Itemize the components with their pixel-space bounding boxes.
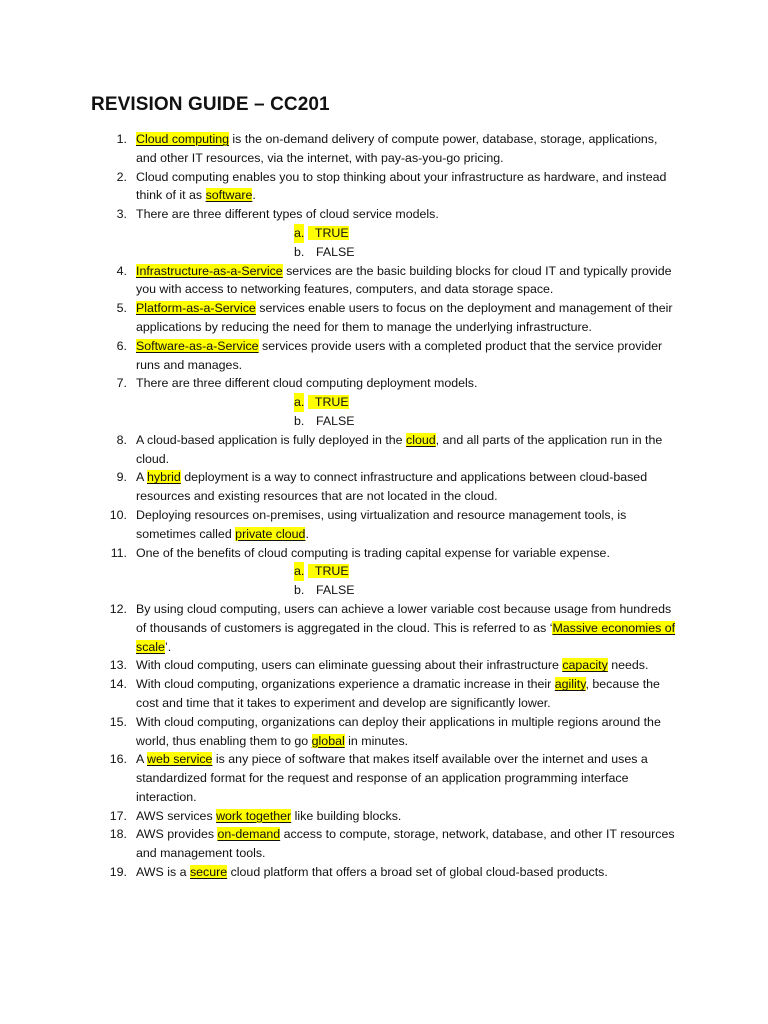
item-text [136, 170, 666, 203]
option-letter: b. [294, 244, 305, 259]
list-item [0, 130, 768, 168]
item-number: 18. [109, 827, 127, 842]
answer-options [136, 393, 680, 431]
option-letter: a. [294, 562, 304, 581]
item-text [136, 752, 648, 804]
highlighted-term: global [311, 733, 345, 748]
option-text: FALSE [316, 583, 355, 598]
item-text-segment: deployment is a way to connect infrastructure and applications between cloud-based resources and existing resources that are not located in the cloud. [136, 470, 648, 504]
item-text-segment: services enable users to focus on the deployment and management of their applications by reducing the need for them to manage the underlying infrastructure. [136, 301, 673, 334]
item-text-segment: With cloud computing, organizations can deploy their applications in multiple regions around the world, thus enabling them to go [136, 714, 661, 748]
highlighted-term: agility [554, 677, 586, 692]
list-item [0, 713, 768, 751]
item-text-segment: ’. [164, 639, 172, 654]
list-item [0, 807, 768, 826]
item-text [136, 301, 673, 334]
item-number: 6. [116, 338, 127, 353]
item-text-segment: , because the cost and time that it takes to experiment and develop are significantly lower. [136, 677, 660, 710]
item-number: 3. [116, 207, 127, 222]
item-text [136, 433, 662, 466]
item-text-segment: Cloud computing enables you to stop thinking about your infrastructure as hardware, and instead think of it as [136, 169, 667, 203]
question-list [0, 130, 768, 882]
highlighted-term: capacity [562, 658, 608, 673]
item-text-segment: cloud platform that offers a broad set of global cloud-based products. [227, 865, 608, 880]
highlighted-term: Cloud computing [136, 132, 229, 146]
item-number: 16. [109, 752, 127, 767]
item-text-segment: A cloud-based application is fully deployed in the [136, 432, 407, 447]
item-text [136, 264, 672, 297]
highlighted-term: private cloud [235, 526, 306, 541]
item-number: 17. [109, 808, 127, 823]
item-number: 12. [109, 601, 127, 616]
item-text [136, 715, 661, 748]
option-letter: b. [294, 413, 305, 428]
list-item [0, 825, 768, 863]
list-item [0, 544, 768, 600]
list-item [0, 262, 768, 300]
list-item [0, 600, 768, 656]
list-item [0, 506, 768, 544]
item-number: 13. [109, 658, 127, 673]
answer-options [136, 562, 680, 600]
item-number: 1. [116, 132, 127, 146]
option-letter: a. [294, 224, 304, 243]
option-text-highlighted: TRUE [308, 395, 349, 410]
item-text-segment: is any piece of software that makes itself available over the internet and uses a standardized format for the request and response of an application programming interface interaction. [136, 752, 648, 804]
highlighted-term: cloud [406, 432, 436, 447]
answer-option [136, 224, 680, 243]
option-text-highlighted: TRUE [308, 225, 349, 240]
list-item [0, 168, 768, 206]
item-number: 4. [116, 263, 127, 278]
highlighted-term: on-demand [217, 827, 281, 842]
answer-option [136, 412, 680, 431]
answer-option [136, 393, 680, 412]
highlighted-term: Infrastructure-as-a-Service [136, 263, 283, 278]
item-text [136, 376, 477, 390]
option-letter: b. [294, 583, 305, 598]
item-text-segment: is the on-demand delivery of compute power, database, storage, applications, and other IT resources, via the internet, with pay-as-you-go pricing. [136, 132, 658, 165]
highlighted-term: Massive economies of scale [136, 620, 676, 654]
item-text [136, 470, 647, 503]
item-number: 14. [109, 677, 127, 692]
item-text-segment: One of the benefits of cloud computing is trading capital expense for variable expense. [136, 545, 610, 560]
item-text [136, 207, 439, 221]
item-text-segment: Deploying resources on-premises, using virtualization and resource management tools, is sometimes called [136, 507, 627, 541]
item-text-segment: By using cloud computing, users can achieve a lower variable cost because usage from hundreds of thousands of customers is aggregated in the cloud. This is referred to as ‘ [136, 601, 672, 635]
highlighted-term: Platform-as-a-Service [136, 301, 256, 316]
item-text-segment: , and all parts of the application run in the cloud. [136, 432, 663, 466]
item-text-segment: AWS provides [136, 827, 218, 842]
highlighted-term: web service [147, 752, 213, 767]
item-number: 11. [110, 545, 127, 560]
item-text-segment: in minutes. [344, 733, 409, 748]
item-number: 5. [116, 301, 127, 316]
item-text [136, 602, 675, 654]
item-text [136, 865, 608, 879]
item-number: 7. [116, 376, 127, 391]
item-text-segment: A [136, 752, 148, 767]
highlighted-term: Software-as-a-Service [136, 338, 259, 353]
item-text [136, 827, 675, 860]
item-text [136, 677, 660, 710]
highlighted-term: secure [189, 865, 228, 880]
list-item [0, 205, 768, 261]
item-text-segment: . [252, 188, 256, 203]
item-text-segment: . [305, 526, 309, 541]
list-item [0, 863, 768, 882]
option-text: FALSE [316, 244, 355, 259]
item-number: 10. [109, 507, 127, 522]
item-text-segment: like building blocks. [291, 808, 402, 823]
item-text-segment: With cloud computing, users can eliminate guessing about their infrastructure [136, 658, 563, 673]
item-number: 2. [116, 169, 127, 184]
item-text [136, 339, 662, 372]
highlighted-term: hybrid [147, 470, 181, 485]
list-item [0, 675, 768, 713]
item-text-segment: services are the basic building blocks for cloud IT and typically provide you with access to networking features, computers, and data storage space. [136, 263, 672, 297]
item-number: 8. [116, 432, 127, 447]
list-item [0, 337, 768, 375]
item-text-segment: With cloud computing, organizations experience a dramatic increase in their [136, 677, 555, 692]
item-text-segment: A [136, 470, 148, 485]
answer-option [136, 243, 680, 262]
list-item [0, 299, 768, 337]
list-item [0, 750, 768, 806]
item-text-segment: AWS is a [136, 865, 190, 880]
item-text [136, 508, 626, 541]
answer-options [136, 224, 680, 262]
item-number: 9. [116, 470, 127, 485]
item-text [136, 132, 657, 165]
item-number: 19. [109, 865, 127, 880]
item-text [136, 658, 648, 672]
highlighted-term: work together [216, 808, 292, 823]
answer-option [136, 562, 680, 581]
list-item [0, 431, 768, 469]
page-title: REVISION GUIDE – CC201 [91, 94, 330, 115]
item-text-segment: access to compute, storage, network, database, and other IT resources and management tools. [136, 827, 675, 861]
list-item [0, 468, 768, 506]
option-text-highlighted: TRUE [308, 564, 349, 579]
item-text-segment: services provide users with a completed product that the service provider runs and manages. [136, 338, 663, 372]
item-text-segment: needs. [607, 658, 649, 673]
answer-option [136, 581, 680, 600]
highlighted-term: software [205, 188, 253, 203]
option-letter: a. [294, 393, 304, 412]
item-text [136, 809, 401, 823]
item-text-segment: There are three different cloud computing deployment models. [136, 376, 478, 391]
item-number: 15. [109, 714, 127, 729]
item-text-segment: AWS services [136, 808, 217, 823]
list-item [0, 656, 768, 675]
item-text-segment: There are three different types of cloud service models. [136, 207, 439, 222]
option-text: FALSE [316, 413, 355, 428]
list-item [0, 374, 768, 430]
item-text [136, 546, 610, 560]
